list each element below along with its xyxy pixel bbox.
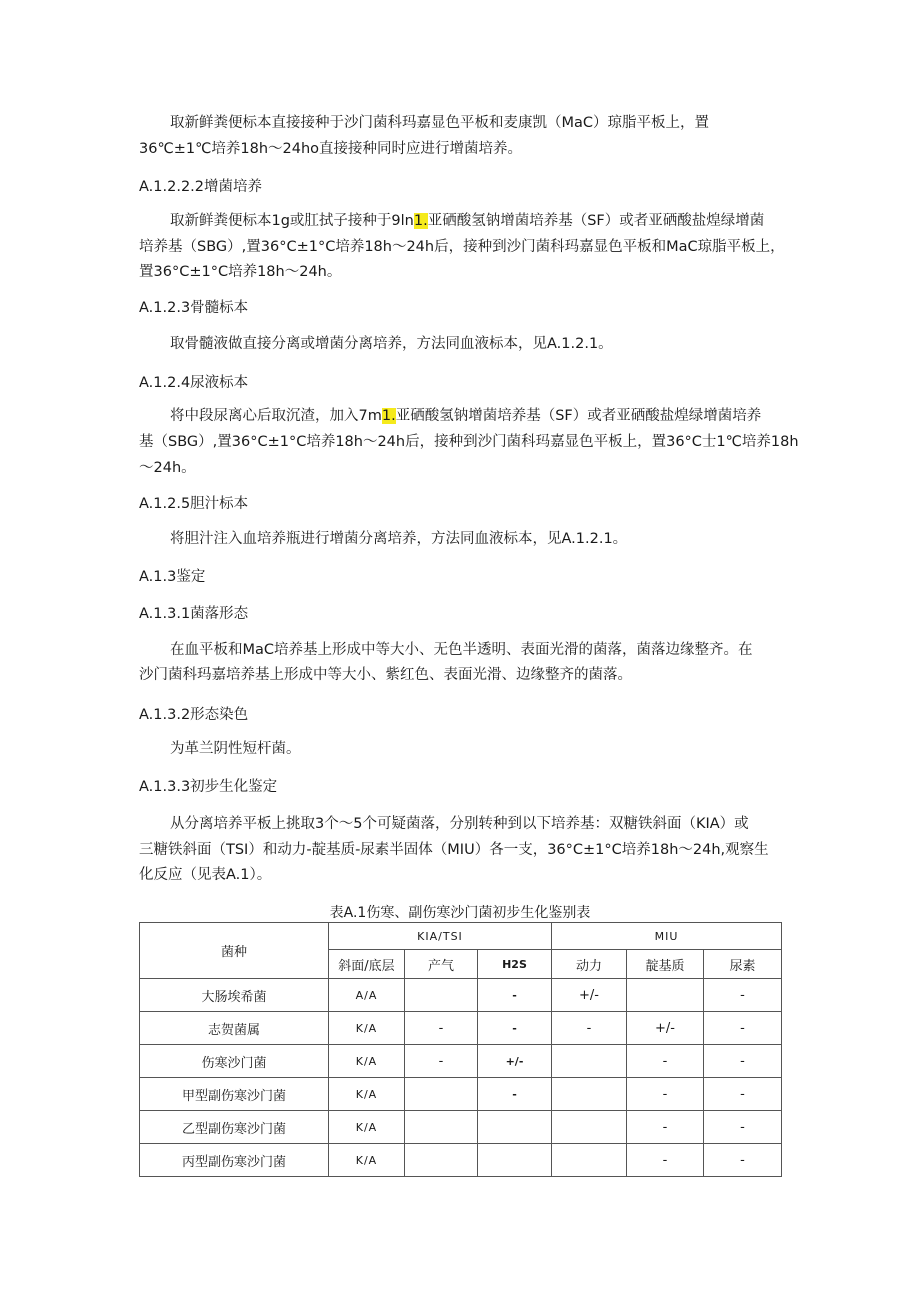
subheader-cell: 斜面/底层: [329, 950, 405, 979]
table-cell: K/A: [329, 1111, 405, 1144]
subheader-cell: 靛基质: [627, 950, 704, 979]
section-heading: A.1.3鉴定: [139, 569, 206, 585]
paragraph-line: ～24h。: [139, 460, 196, 476]
species-name: 丙型副伤寒沙门菌: [140, 1144, 329, 1177]
table-row: [140, 1144, 782, 1177]
table-row: [140, 1078, 782, 1111]
paragraph-line: 取骨髓液做直接分离或增菌分离培养，方法同血液标本，见A.1.2.1。: [170, 336, 613, 352]
table-cell: +/-: [478, 1045, 552, 1078]
table-cell: -: [478, 1012, 552, 1045]
table-cell: -: [704, 1111, 782, 1144]
table-cell: -: [704, 1078, 782, 1111]
text-run: 亚硒酸氢钠增菌培养基（SF）或者亚硒酸盐煌绿增菌: [427, 213, 765, 229]
table-cell: [552, 1111, 627, 1144]
table-cell: -: [704, 1012, 782, 1045]
species-name: 甲型副伤寒沙门菌: [140, 1078, 329, 1111]
table-header-row: [140, 923, 782, 950]
paragraph-line: 从分离培养平板上挑取3个～5个可疑菌落，分别转种到以下培养基：双糖铁斜面（KIA）或: [170, 816, 749, 832]
paragraph-line: 化反应（见表A.1）。: [139, 867, 272, 883]
table-cell: [627, 979, 704, 1012]
table-cell: -: [627, 1078, 704, 1111]
paragraph-line: 三糖铁斜面（TSI）和动力-靛基质-尿素半固体（MIU）各一支，36°C±1°C培养18h～24h,观察生: [139, 842, 769, 858]
subheader-cell: 动力: [552, 950, 627, 979]
table-cell: K/A: [329, 1078, 405, 1111]
paragraph-line: 沙门菌科玛嘉培养基上形成中等大小、紫红色、表面光滑、边缘整齐的菌落。: [139, 667, 632, 683]
table-cell: -: [627, 1111, 704, 1144]
species-name: 伤寒沙门菌: [140, 1045, 329, 1078]
species-name: 大肠埃希菌: [140, 979, 329, 1012]
table-cell: -: [704, 1045, 782, 1078]
paragraph-line: 取新鲜粪便标本直接接种于沙门菌科玛嘉显色平板和麦康凯（MaC）琼脂平板上，置: [170, 115, 710, 131]
section-heading: A.1.2.5胆汁标本: [139, 496, 249, 512]
paragraph-line: 培养基（SBG）,置36°C±1°C培养18h～24h后，接种到沙门菌科玛嘉显色平板和MaC琼脂平板上，: [139, 239, 785, 255]
table-cell: [405, 1111, 478, 1144]
table-cell: -: [704, 979, 782, 1012]
paragraph-line: 基（SBG）,置36°C±1°C培养18h～24h后，接种到沙门菌科玛嘉显色平板上，置36°C士1℃培养18h: [139, 434, 799, 450]
table-cell: -: [552, 1012, 627, 1045]
paragraph-line: [170, 406, 761, 426]
subheader-cell: H2S: [478, 950, 552, 979]
paragraph-line: 36℃±1℃培养18h～24ho直接接种同时应进行增菌培养。: [139, 141, 523, 157]
table-row: [140, 979, 782, 1012]
table-row: [140, 1111, 782, 1144]
section-heading: A.1.3.1菌落形态: [139, 606, 249, 622]
species-name: 乙型副伤寒沙门菌: [140, 1111, 329, 1144]
table-caption: 表A.1伤寒、副伤寒沙门菌初步生化鉴别表: [329, 905, 591, 921]
table-cell: -: [405, 1012, 478, 1045]
paragraph-line: 为革兰阴性短杆菌。: [170, 741, 301, 757]
table-cell: -: [627, 1144, 704, 1177]
table-cell: [405, 1078, 478, 1111]
section-heading: A.1.2.3骨髓标本: [139, 300, 249, 316]
table-cell: -: [478, 1078, 552, 1111]
table-cell: +/-: [552, 979, 627, 1012]
section-heading: A.1.3.3初步生化鉴定: [139, 779, 278, 795]
table-cell: -: [627, 1045, 704, 1078]
subheader-cell: 产气: [405, 950, 478, 979]
subheader-cell: 尿素: [704, 950, 782, 979]
biochem-table: [139, 922, 782, 1177]
header-species: 菌种: [140, 923, 329, 979]
table-row: [140, 1012, 782, 1045]
table-cell: [478, 1111, 552, 1144]
paragraph-line: [170, 211, 764, 231]
table-cell: [552, 1078, 627, 1111]
table-row: [140, 1045, 782, 1078]
table-cell: +/-: [627, 1012, 704, 1045]
table-cell: [405, 1144, 478, 1177]
header-group-kia: KIA/TSI: [329, 923, 552, 950]
table-cell: A/A: [329, 979, 405, 1012]
paragraph-line: 在血平板和MaC培养基上形成中等大小、无色半透明、表面光滑的菌落，菌落边缘整齐。在: [170, 642, 753, 658]
table-cell: -: [405, 1045, 478, 1078]
text-run: 取新鲜粪便标本1g或肛拭子接种于9ln: [170, 213, 414, 229]
species-name: 志贺菌属: [140, 1012, 329, 1045]
table-cell: [552, 1045, 627, 1078]
table-cell: [478, 1144, 552, 1177]
section-heading: A.1.2.4尿液标本: [139, 375, 249, 391]
paragraph-line: 置36°C±1°C培养18h～24h。: [139, 264, 342, 280]
highlighted-text: 1.: [381, 408, 396, 424]
table-cell: K/A: [329, 1144, 405, 1177]
text-run: 亚硒酸氢钠增菌培养基（SF）或者亚硒酸盐煌绿增菌培养: [395, 408, 762, 424]
table-cell: [552, 1144, 627, 1177]
table-cell: K/A: [329, 1012, 405, 1045]
table-cell: K/A: [329, 1045, 405, 1078]
table-cell: -: [478, 979, 552, 1012]
header-group-miu: MIU: [552, 923, 782, 950]
table-cell: [405, 979, 478, 1012]
highlighted-text: 1.: [413, 213, 428, 229]
table-cell: -: [704, 1144, 782, 1177]
section-heading: A.1.3.2形态染色: [139, 707, 249, 723]
text-run: 将中段尿离心后取沉渣，加入7m: [170, 408, 382, 424]
paragraph-line: 将胆汁注入血培养瓶进行增菌分离培养，方法同血液标本，见A.1.2.1。: [170, 531, 628, 547]
section-heading: A.1.2.2.2增菌培养: [139, 179, 263, 195]
